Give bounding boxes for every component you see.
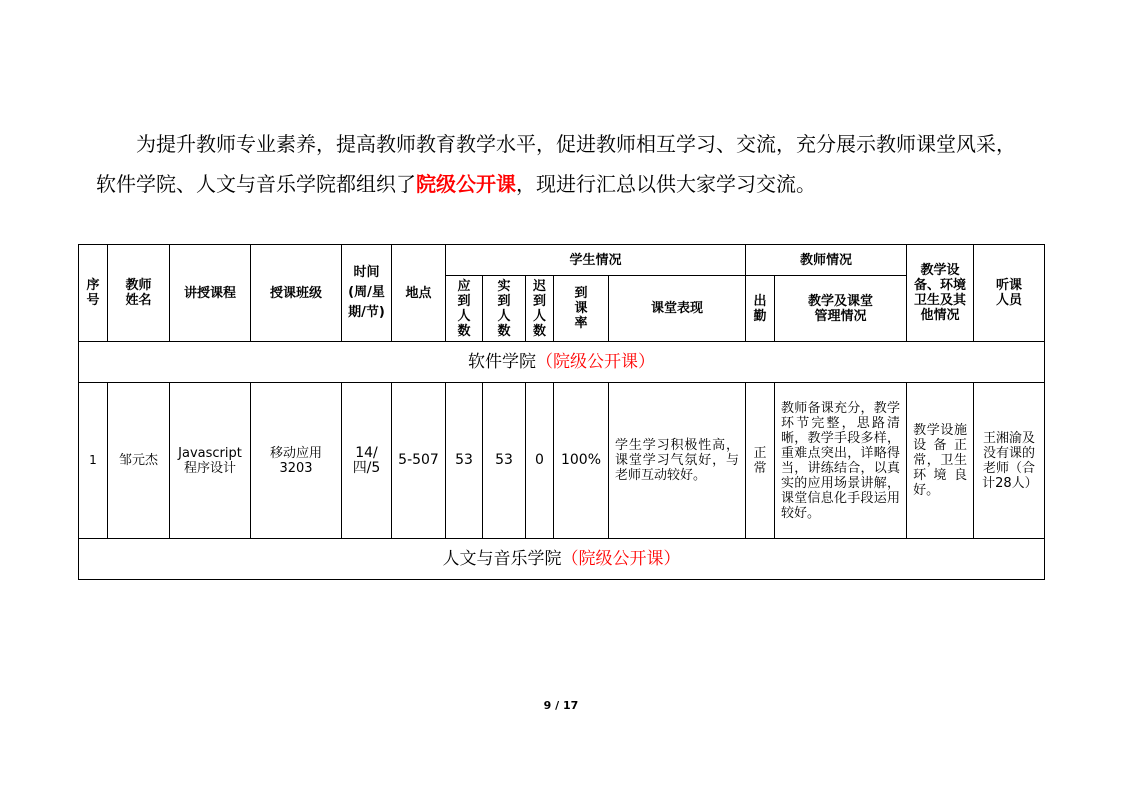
header-seq: 序号 (79, 245, 108, 342)
cell-time: 14/四/5 (342, 383, 392, 539)
header-teacher-name: 教师姓名 (108, 245, 170, 342)
cell-location: 5-507 (392, 383, 446, 539)
cell-performance: 学生学习积极性高，课堂学习气氛好，与老师互动较好。 (609, 383, 746, 539)
cell-course: Javascript程序设计 (170, 383, 251, 539)
section-tag: （院级公开课） (561, 548, 681, 569)
section-name: 人文与音乐学院 (442, 548, 562, 569)
cell-facilities: 教学设施设备正常，卫生环境良好。 (907, 383, 974, 539)
page-number: 9 / 17 (543, 699, 579, 712)
section-row-software (79, 342, 1045, 383)
section-name: 软件学院 (468, 351, 537, 372)
cell-late: 0 (526, 383, 554, 539)
header-facilities: 教学设备、环境卫生及其他情况 (907, 245, 974, 342)
cell-seq: 1 (79, 383, 108, 539)
section-row-humanities (79, 539, 1045, 580)
intro-highlight: 院级公开课 (416, 172, 516, 196)
section-tag: （院级公开课） (536, 351, 656, 372)
intro-paragraph (96, 124, 1034, 204)
section-title-humanities (79, 539, 1045, 580)
cell-teacher: 邹元杰 (108, 383, 170, 539)
cell-rate: 100% (554, 383, 609, 539)
header-late: 迟到人数 (526, 276, 554, 342)
table-row (79, 383, 1045, 539)
cell-teaching-mgmt: 教师备课充分，教学环节完整，思路清晰，教学手段多样，重难点突出，详略得当，讲练结合，以真实的应用场景讲解，课堂信息化手段运用较好。 (775, 383, 907, 539)
header-attendance-rate: 到课率 (554, 276, 609, 342)
header-location: 地点 (392, 245, 446, 342)
open-class-table (78, 244, 1045, 580)
cell-teacher-attendance: 正常 (746, 383, 775, 539)
header-row-1 (79, 245, 1045, 276)
header-student-group: 学生情况 (446, 245, 746, 276)
header-observers: 听课人员 (974, 245, 1045, 342)
intro-text-before: 为提升教师专业素养，提高教师教育教学水平，促进教师相互学习、交流，充分展示教师课堂风采，软件学院、人文与音乐学院都组织了 (96, 132, 1016, 196)
header-expected: 应到人数 (446, 276, 483, 342)
header-actual: 实到人数 (483, 276, 526, 342)
header-teacher-group: 教师情况 (746, 245, 907, 276)
cell-expected: 53 (446, 383, 483, 539)
header-teaching-mgmt: 教学及课堂管理情况 (775, 276, 907, 342)
cell-actual: 53 (483, 383, 526, 539)
header-teacher-attendance: 出勤 (746, 276, 775, 342)
header-class: 授课班级 (251, 245, 342, 342)
header-performance: 课堂表现 (609, 276, 746, 342)
header-time: 时间(周/星期/节) (342, 245, 392, 342)
section-title-software (79, 342, 1045, 383)
header-course: 讲授课程 (170, 245, 251, 342)
cell-observers: 王湘渝及没有课的老师（合计28人） (974, 383, 1045, 539)
cell-class: 移动应用3203 (251, 383, 342, 539)
intro-text-after: ，现进行汇总以供大家学习交流。 (516, 172, 816, 196)
